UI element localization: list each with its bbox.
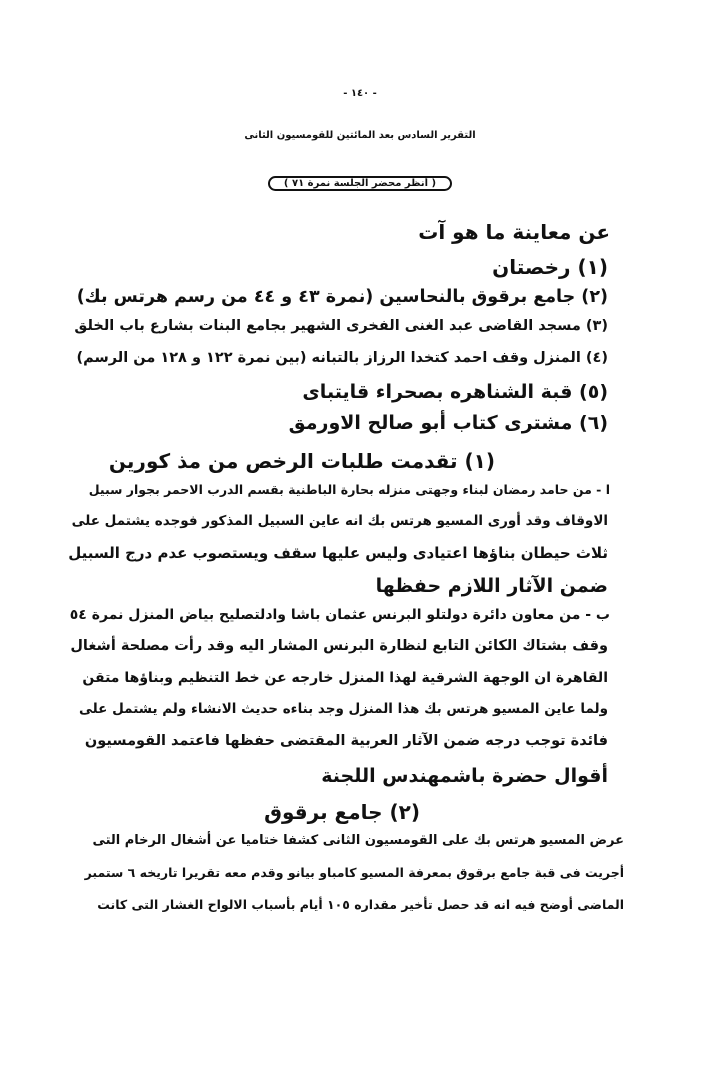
page-number: - ١٤٠ - xyxy=(343,88,377,99)
paragraph-line: ا - من حامد رمضان لبناء وجهتى منزله بحارة الباطنية بقسم الدرب الاحمر بجوار سبيل xyxy=(88,482,610,497)
session-reference xyxy=(0,178,720,189)
paragraph-line: أقوال حضرة باشمهندس اللجنة xyxy=(321,765,608,787)
agenda-item: (٤) المنزل وقف احمد كتخدا الرزاز بالتبانه (بين نمرة ١٢٢ و ١٢٨ من الرسم) xyxy=(76,350,608,366)
report-title: التقرير السادس بعد المائتين للقومسيون الثانى xyxy=(244,130,476,141)
paragraph-line: الاوقاف وقد أورى المسيو هرتس بك انه عاين السبيل المذكور فوجده يشتمل على xyxy=(71,513,608,529)
section1-heading: (١) تقدمت طلبات الرخص من مذ كورين xyxy=(108,449,495,473)
paragraph-line: أجريت فى قبة جامع برقوق بمعرفة المسيو كامباو بيانو وقدم معه تقريرا تاريخه ٦ ستمبر xyxy=(84,865,624,880)
paragraph-line: فائدة توجب درجه ضمن الآثار العربية المقتضى حفظها فاعتمد القومسيون xyxy=(84,733,608,749)
section2-heading: (٢) جامع برقوق xyxy=(264,800,420,824)
paragraph-line: وقف بشتاك الكائن التابع لنظارة البرنس المشار اليه وقد رأت مصلحة أشغال xyxy=(70,638,608,654)
intro-line: عن معاينة ما هو آت xyxy=(418,220,610,244)
paragraph-line: ثلاث حيطان بناؤها اعتيادى وليس عليها سقف ويستصوب عدم درج السبيل xyxy=(68,544,608,562)
paragraph-line: عرض المسيو هرتس بك على القومسيون الثانى كشفا ختاميا عن أشغال الرخام التى xyxy=(92,833,624,848)
agenda-item: (٢) جامع برقوق بالنحاسين (نمرة ٤٣ و ٤٤ من رسم هرتس بك) xyxy=(76,287,608,307)
agenda-item: (٦) مشترى كتاب أبو صالح الاورمق xyxy=(288,412,608,434)
paragraph-line: ب - من معاون دائرة دولتلو البرنس عثمان باشا وادلتصليح بياض المنزل نمرة ٥٤ xyxy=(69,607,610,623)
paragraph-line: ضمن الآثار اللازم حفظها xyxy=(375,575,608,597)
session-reference-text: ( أنظر محضر الجلسة نمرة ٧١ ) xyxy=(268,176,452,191)
agenda-item: (١) رخصتان xyxy=(492,255,608,279)
paragraph-line: ولما عاين المسيو هرتس بك هذا المنزل وجد بناءه حديث الانشاء ولم يشتمل على xyxy=(79,701,608,717)
paragraph-line: القاهرة ان الوجهة الشرقية لهذا المنزل خارجه عن خط التنظيم وبناؤها متقن xyxy=(82,670,608,686)
agenda-item: (٣) مسجد القاضى عبد الغنى الفخرى الشهير بجامع البنات بشارع باب الخلق xyxy=(74,318,608,334)
paragraph-line: الماضى أوضح فيه انه قد حصل تأخير مقداره ١٠٥ أيام بأسباب الالواح الغشار التى كانت xyxy=(97,897,624,912)
agenda-item: (٥) قبة الشناهره بصحراء قايتباى xyxy=(302,381,608,403)
